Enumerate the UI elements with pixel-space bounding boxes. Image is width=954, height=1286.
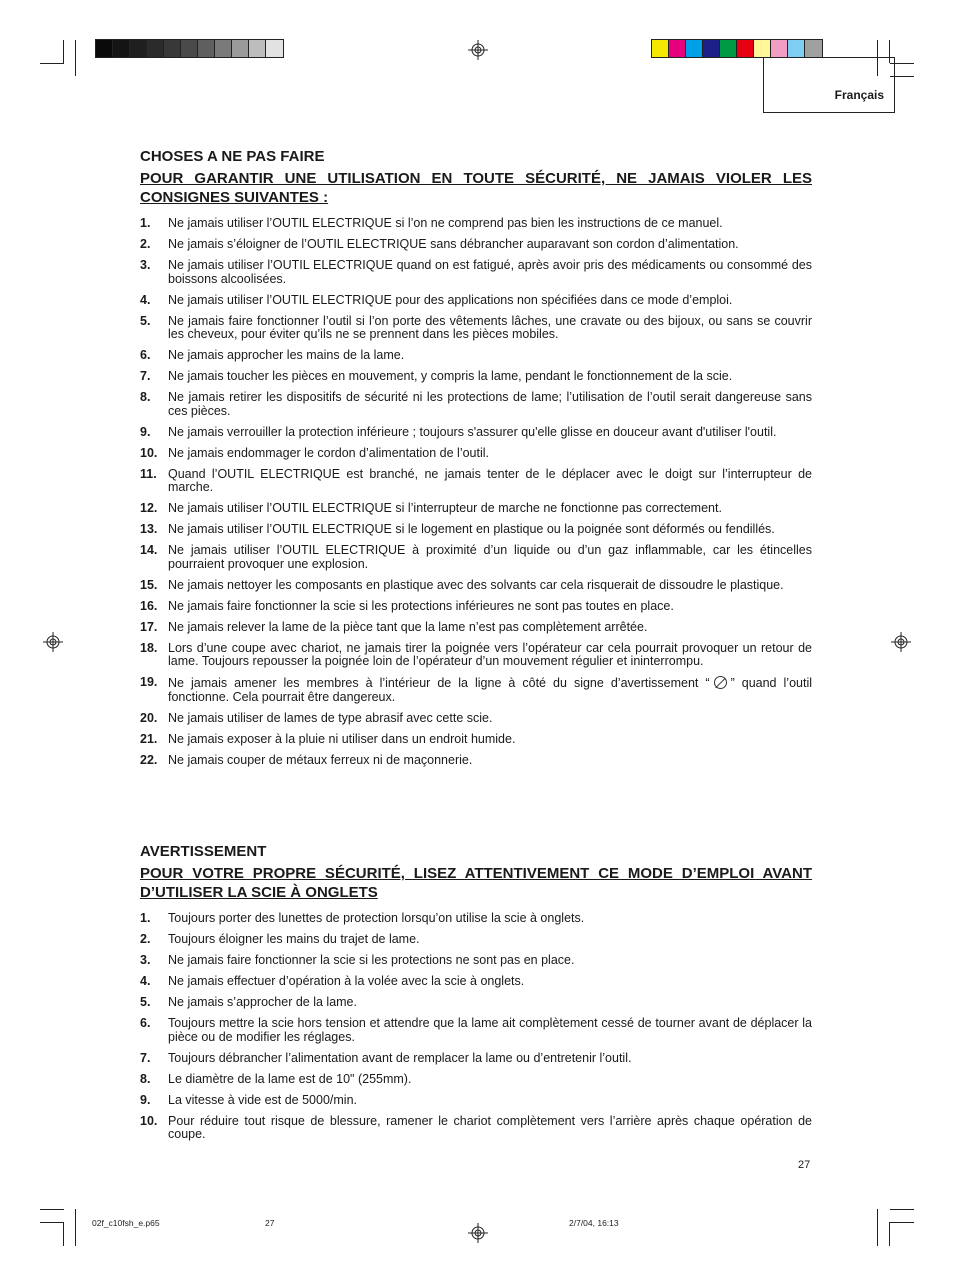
item-text: Ne jamais faire fonctionner la scie si les protections ne sont pas en place. — [168, 953, 575, 967]
item-number: 11. — [140, 466, 157, 481]
item-text: Ne jamais utiliser l’OUTIL ELECTRIQUE si l’on ne comprend pas bien les instructions de ce manuel. — [168, 216, 723, 230]
section-dont — [140, 148, 812, 775]
list-item — [140, 954, 812, 968]
color-swatch — [232, 40, 249, 57]
item-text: Toujours éloigner les mains du trajet de lame. — [168, 932, 420, 946]
color-swatch — [788, 40, 805, 57]
list-item — [140, 600, 812, 614]
list-item — [140, 975, 812, 989]
list-item — [140, 1094, 812, 1108]
crop-mark — [890, 1222, 914, 1223]
item-text: Quand l’OUTIL ELECTRIQUE est branché, ne jamais tenter de le déplacer avec le doigt sur l’interrupteur de marche. — [168, 466, 812, 494]
item-text: Ne jamais s’éloigner de l’OUTIL ELECTRIQUE sans débrancher auparavant son cordon d’alimentation. — [168, 237, 739, 251]
item-text: Ne jamais utiliser de lames de type abrasif avec cette scie. — [168, 710, 493, 725]
list-item — [140, 315, 812, 342]
item-number: 17. — [140, 619, 158, 634]
color-swatch — [249, 40, 266, 57]
registration-mark-icon — [43, 632, 63, 652]
item-text: Ne jamais utiliser l’OUTIL ELECTRIQUE si l’interrupteur de marche ne fonctionne pas correctement. — [168, 501, 722, 515]
list-item — [140, 217, 812, 231]
crop-mark — [40, 1222, 64, 1223]
list-item — [140, 621, 812, 635]
color-swatch — [669, 40, 686, 57]
item-number: 5. — [140, 313, 151, 328]
item-text: Ne jamais exposer à la pluie ni utiliser dans un endroit humide. — [168, 731, 516, 746]
list-item — [140, 294, 812, 308]
list-item — [140, 996, 812, 1010]
item-text: Pour réduire tout risque de blessure, ramener le chariot complètement vers l’arrière après chaque opération de coupe. — [168, 1113, 812, 1141]
list-item — [140, 426, 812, 440]
crop-mark — [40, 1209, 64, 1210]
crop-mark — [63, 40, 64, 63]
list-item — [140, 1073, 812, 1087]
list-item — [140, 754, 812, 768]
item-number: 7. — [140, 369, 151, 383]
item-text: Ne jamais utiliser l’OUTIL ELECTRIQUE quand on est fatigué, après avoir pris des médicaments ou consommé des boissons alcoolisées. — [168, 258, 812, 286]
list-item — [140, 523, 812, 537]
item-number: 21. — [140, 731, 158, 746]
list-item — [140, 579, 812, 593]
no-hands-warning-icon — [714, 676, 727, 689]
list-item — [140, 502, 812, 516]
color-swatch — [215, 40, 232, 57]
list-item — [140, 370, 812, 384]
color-swatch — [181, 40, 198, 57]
item-text: Toujours mettre la scie hors tension et attendre que la lame ait complètement cessé de tourner avant de déplacer la pièce ou de modifier les réglages. — [168, 1016, 812, 1044]
color-swatch — [147, 40, 164, 57]
item-number: 1. — [140, 911, 151, 925]
color-swatch — [771, 40, 788, 57]
color-swatch — [720, 40, 737, 57]
section-warning — [140, 843, 812, 1149]
list-item — [140, 733, 812, 747]
list-item — [140, 1115, 812, 1142]
crop-mark — [75, 1209, 76, 1246]
color-swatch — [754, 40, 771, 57]
item-number: 22. — [140, 752, 158, 767]
item-text: Ne jamais effectuer d’opération à la volée avec la scie à onglets. — [168, 974, 525, 988]
item-text: Ne jamais s’approcher de la lame. — [168, 995, 357, 1009]
item-text: Ne jamais nettoyer les composants en plastique avec des solvants car cela risquerait de dissoudre le plastique. — [168, 577, 784, 592]
item-text: La vitesse à vide est de 5000/min. — [168, 1092, 358, 1107]
language-tab — [763, 57, 895, 113]
item-text: Ne jamais utiliser l’OUTIL ELECTRIQUE pour des applications non spécifiées dans ce mode d’emploi. — [168, 292, 733, 307]
color-swatch — [164, 40, 181, 57]
item-number: 6. — [140, 1016, 151, 1030]
list-item — [140, 1052, 812, 1066]
crop-mark — [877, 1209, 878, 1246]
registration-mark-icon — [891, 632, 911, 652]
item-number: 8. — [140, 390, 151, 404]
item-number: 3. — [140, 953, 151, 967]
item-number: 10. — [140, 1113, 158, 1128]
list-item — [140, 544, 812, 571]
list-item — [140, 349, 812, 363]
item-text: Ne jamais amener les membres à l’intérieur de la ligne à côté du signe d’avertissement “ — [168, 676, 710, 690]
color-swatch — [805, 40, 822, 57]
item-text: Ne jamais verrouiller la protection inférieure ; toujours s'assurer qu'elle glisse en douceur avant d'utiliser l'outil. — [168, 424, 777, 439]
list-item — [140, 912, 812, 926]
item-text: Ne jamais faire fonctionner l’outil si l’on porte des vêtements lâches, une cravate ou des bijoux, ou sans se couvrir les cheveux, pour éviter qu’ils ne se prennent dans les pièces mobiles. — [168, 313, 812, 341]
item-text: Ne jamais endommager le cordon d’alimentation de l’outil. — [168, 445, 490, 460]
item-number: 5. — [140, 995, 151, 1009]
item-text: Ne jamais toucher les pièces en mouvement, y compris la lame, pendant le fonctionnement de la scie. — [168, 369, 733, 383]
list-item — [140, 468, 812, 495]
item-text: Toujours porter des lunettes de protection lorsqu’on utilise la scie à onglets. — [168, 911, 585, 925]
color-swatch — [113, 40, 130, 57]
item-number: 14. — [140, 543, 158, 557]
registration-mark-icon — [468, 1223, 488, 1243]
crop-mark — [40, 63, 64, 64]
item-text: Ne jamais retirer les dispositifs de sécurité ni les protections de lame; l’utilisation de l’outil serait dangereuse sans ces pièces. — [168, 390, 812, 418]
item-number: 12. — [140, 501, 158, 515]
item-number: 9. — [140, 424, 151, 439]
color-swatch — [266, 40, 283, 57]
item-text: Ne jamais utiliser l’OUTIL ELECTRIQUE si le logement en plastique ou la poignée sont déformés ou fendillés. — [168, 522, 775, 536]
item-text: ” quand l’outil fonctionne. Cela pourrait être dangereux. — [168, 676, 813, 704]
color-swatch — [130, 40, 147, 57]
language-label: Français — [834, 88, 884, 102]
item-number: 9. — [140, 1092, 151, 1107]
item-text: Toujours débrancher l’alimentation avant de remplacer la lame ou d’entretenir l’outil. — [168, 1050, 632, 1065]
item-number: 4. — [140, 292, 151, 307]
item-number: 8. — [140, 1071, 151, 1086]
item-number: 3. — [140, 258, 151, 272]
grayscale-color-bar — [95, 39, 284, 58]
item-number: 10. — [140, 445, 158, 460]
item-number: 2. — [140, 237, 151, 251]
crop-mark — [63, 1222, 64, 1246]
item-text: Ne jamais relever la lame de la pièce tant que la lame n’est pas complètement arrêtée. — [168, 619, 648, 634]
process-color-bar — [651, 39, 823, 58]
section-label: CHOSES A NE PAS FAIRE — [140, 148, 325, 165]
item-text: Ne jamais couper de métaux ferreux ni de maçonnerie. — [168, 752, 473, 767]
registration-mark-icon — [468, 40, 488, 60]
list-item — [140, 391, 812, 418]
list-item — [140, 642, 812, 669]
color-swatch — [652, 40, 669, 57]
item-number: 2. — [140, 932, 151, 946]
section-heading: POUR VOTRE PROPRE SÉCURITÉ, LISEZ ATTENTIVEMENT CE MODE D’EMPLOI AVANT D’UTILISER LA SCIE À ONGLETS — [140, 865, 812, 901]
footer-page: 27 — [265, 1218, 275, 1228]
list-item — [140, 259, 812, 286]
list-item — [140, 1017, 812, 1044]
color-swatch — [686, 40, 703, 57]
item-number: 13. — [140, 522, 158, 536]
item-number: 19. — [140, 675, 158, 689]
section-heading: POUR GARANTIR UNE UTILISATION EN TOUTE SÉCURITÉ, NE JAMAIS VIOLER LES CONSIGNES SUIVANTES : — [140, 170, 812, 206]
item-text: Le diamètre de la lame est de 10" (255mm). — [168, 1071, 412, 1086]
item-text: Ne jamais utiliser l’OUTIL ELECTRIQUE à proximité d’un liquide ou d’un gaz inflammable, car les étincelles pourraient provoquer une explosion. — [168, 543, 812, 571]
color-swatch — [703, 40, 720, 57]
color-swatch — [198, 40, 215, 57]
item-number: 6. — [140, 348, 151, 362]
footer-file-name: 02f_c10fsh_e.p65 — [92, 1218, 160, 1228]
section-label: AVERTISSEMENT — [140, 843, 267, 860]
list-item — [140, 933, 812, 947]
item-number: 20. — [140, 710, 158, 725]
item-text: Ne jamais approcher les mains de la lame. — [168, 348, 405, 362]
item-number: 16. — [140, 598, 158, 613]
item-number: 18. — [140, 640, 158, 655]
list-item — [140, 238, 812, 252]
item-number: 15. — [140, 577, 158, 592]
safety-list — [140, 217, 812, 767]
list-item — [140, 712, 812, 726]
footer-timestamp: 2/7/04, 16:13 — [569, 1218, 619, 1228]
color-swatch — [737, 40, 754, 57]
item-number: 7. — [140, 1050, 151, 1065]
crop-mark — [890, 1209, 914, 1210]
item-text: Lors d’une coupe avec chariot, ne jamais tirer la poignée vers l’opérateur car cela pourrait provoquer un retour de lame. Toujours repousser la poignée loin de l’opérateur d’un mouvement régulier et ininterrompu. — [168, 640, 812, 668]
list-item — [140, 676, 812, 704]
page-number: 27 — [798, 1159, 811, 1171]
color-swatch — [96, 40, 113, 57]
crop-mark — [75, 40, 76, 76]
list-item — [140, 447, 812, 461]
item-number: 1. — [140, 216, 151, 230]
item-number: 4. — [140, 974, 151, 988]
crop-mark — [889, 1222, 890, 1246]
item-text: Ne jamais faire fonctionner la scie si les protections inférieures ne sont pas toutes en place. — [168, 598, 674, 613]
warning-list — [140, 912, 812, 1142]
